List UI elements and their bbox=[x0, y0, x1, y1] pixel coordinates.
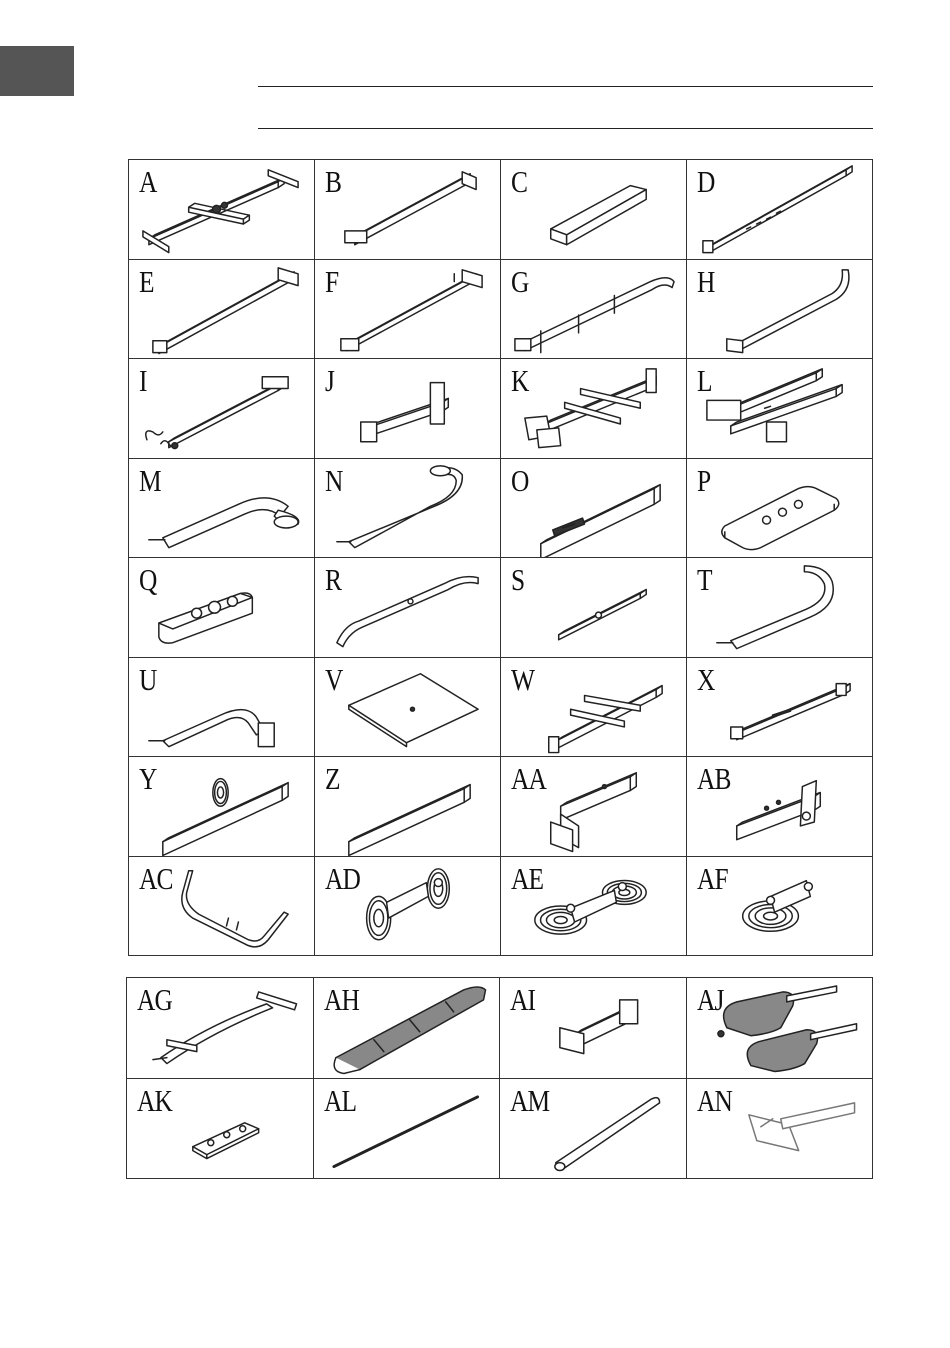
part-cell bbox=[687, 359, 873, 459]
part-label: O bbox=[511, 462, 529, 498]
part-cell bbox=[501, 458, 687, 558]
part-label: AD bbox=[325, 860, 361, 896]
part-cell bbox=[313, 978, 500, 1079]
part-label: H bbox=[697, 263, 715, 299]
part-cell bbox=[501, 359, 687, 459]
part-cell bbox=[687, 558, 873, 658]
flat-plate-icon bbox=[315, 658, 500, 757]
part-cell bbox=[129, 856, 315, 956]
part-label: AM bbox=[510, 1082, 550, 1118]
part-label: T bbox=[697, 562, 712, 597]
part-cell bbox=[501, 259, 687, 359]
part-label: X bbox=[697, 661, 715, 697]
part-label: F bbox=[325, 263, 339, 299]
part-label: P bbox=[697, 462, 711, 498]
foam-block-icon bbox=[129, 558, 314, 657]
part-label: U bbox=[139, 661, 157, 697]
part-label: AC bbox=[139, 860, 173, 896]
part-label: K bbox=[511, 363, 529, 398]
short-bar-icon bbox=[501, 558, 686, 657]
part-label: G bbox=[511, 263, 529, 299]
part-cell bbox=[129, 259, 315, 359]
rail-bracket-icon bbox=[315, 260, 500, 359]
hook-arm-icon bbox=[315, 459, 500, 558]
part-label: Z bbox=[325, 761, 340, 796]
part-cell bbox=[315, 757, 501, 857]
bent-rail-icon bbox=[501, 260, 686, 359]
part-label: AH bbox=[323, 982, 359, 1017]
part-label: V bbox=[325, 661, 343, 697]
pulley-tube-icon bbox=[129, 757, 314, 856]
part-cell bbox=[687, 259, 873, 359]
part-label: AN bbox=[696, 1082, 732, 1118]
part-label: B bbox=[325, 164, 342, 199]
page-tab-marker bbox=[0, 46, 74, 96]
u-arm-icon bbox=[129, 658, 314, 757]
part-label: E bbox=[139, 263, 154, 299]
l-bracket-icon bbox=[315, 359, 500, 458]
part-label: W bbox=[511, 661, 535, 697]
part-cell bbox=[687, 757, 873, 857]
part-label: A bbox=[139, 164, 157, 199]
part-label: AE bbox=[511, 860, 544, 896]
part-cell bbox=[315, 160, 501, 260]
part-label: J bbox=[325, 363, 335, 398]
adjust-tube-icon bbox=[687, 160, 872, 259]
part-cell bbox=[500, 978, 687, 1079]
part-label: C bbox=[511, 164, 528, 199]
part-cell bbox=[129, 558, 315, 658]
part-label: AB bbox=[697, 761, 731, 796]
spring-rail-icon bbox=[129, 359, 314, 458]
part-label: AA bbox=[511, 761, 547, 796]
part-cell bbox=[129, 160, 315, 260]
part-cell bbox=[129, 657, 315, 757]
part-cell bbox=[687, 458, 873, 558]
part-label: R bbox=[325, 562, 342, 597]
part-cell bbox=[127, 978, 314, 1079]
crossbar-icon bbox=[315, 160, 500, 259]
part-label: Y bbox=[139, 761, 157, 796]
part-cell bbox=[686, 978, 873, 1079]
part-cell bbox=[687, 657, 873, 757]
part-label: AK bbox=[137, 1082, 173, 1118]
part-label: L bbox=[697, 363, 712, 398]
parts-grid-bottom bbox=[126, 977, 873, 1179]
part-cell bbox=[501, 558, 687, 658]
part-label: D bbox=[697, 164, 715, 199]
part-cell bbox=[687, 856, 873, 956]
part-cell bbox=[500, 1078, 687, 1179]
part-label: AJ bbox=[696, 982, 724, 1017]
part-label: Q bbox=[139, 562, 157, 597]
part-cell bbox=[501, 657, 687, 757]
bent-bar-icon bbox=[315, 558, 500, 657]
header-rule-top bbox=[258, 86, 873, 87]
long-rail-icon bbox=[129, 260, 314, 359]
barbell-frame-icon bbox=[129, 160, 314, 259]
part-label: I bbox=[139, 363, 147, 398]
part-cell bbox=[129, 359, 315, 459]
hook-rail-icon bbox=[687, 260, 872, 359]
part-label: S bbox=[511, 562, 525, 597]
part-cell bbox=[501, 757, 687, 857]
part-cell bbox=[313, 1078, 500, 1179]
part-label: AL bbox=[323, 1082, 356, 1118]
upright-hook-icon bbox=[687, 558, 872, 657]
part-cell bbox=[315, 856, 501, 956]
part-label: AI bbox=[510, 982, 536, 1017]
plate-holder-icon bbox=[501, 359, 686, 458]
part-cell bbox=[315, 259, 501, 359]
part-label: AG bbox=[137, 982, 173, 1017]
part-cell bbox=[129, 757, 315, 857]
part-cell bbox=[129, 458, 315, 558]
part-cell bbox=[315, 458, 501, 558]
part-label: N bbox=[325, 462, 343, 498]
part-cell bbox=[315, 359, 501, 459]
part-cell bbox=[501, 160, 687, 260]
double-tube-icon bbox=[687, 359, 872, 458]
part-cell bbox=[501, 856, 687, 956]
slotted-tube-icon bbox=[687, 658, 872, 757]
pad-block-icon bbox=[501, 160, 686, 259]
part-cell bbox=[687, 160, 873, 260]
part-cell bbox=[315, 657, 501, 757]
part-cell bbox=[686, 1078, 873, 1179]
part-cell bbox=[127, 1078, 314, 1179]
plain-tube-icon bbox=[315, 757, 500, 856]
part-label: AF bbox=[697, 860, 728, 896]
square-tube-icon bbox=[501, 459, 686, 558]
part-label: M bbox=[139, 462, 161, 498]
header-rule-bottom bbox=[258, 128, 873, 129]
part-cell bbox=[315, 558, 501, 658]
parts-grid-top bbox=[128, 159, 873, 956]
seat-board-icon bbox=[687, 459, 872, 558]
